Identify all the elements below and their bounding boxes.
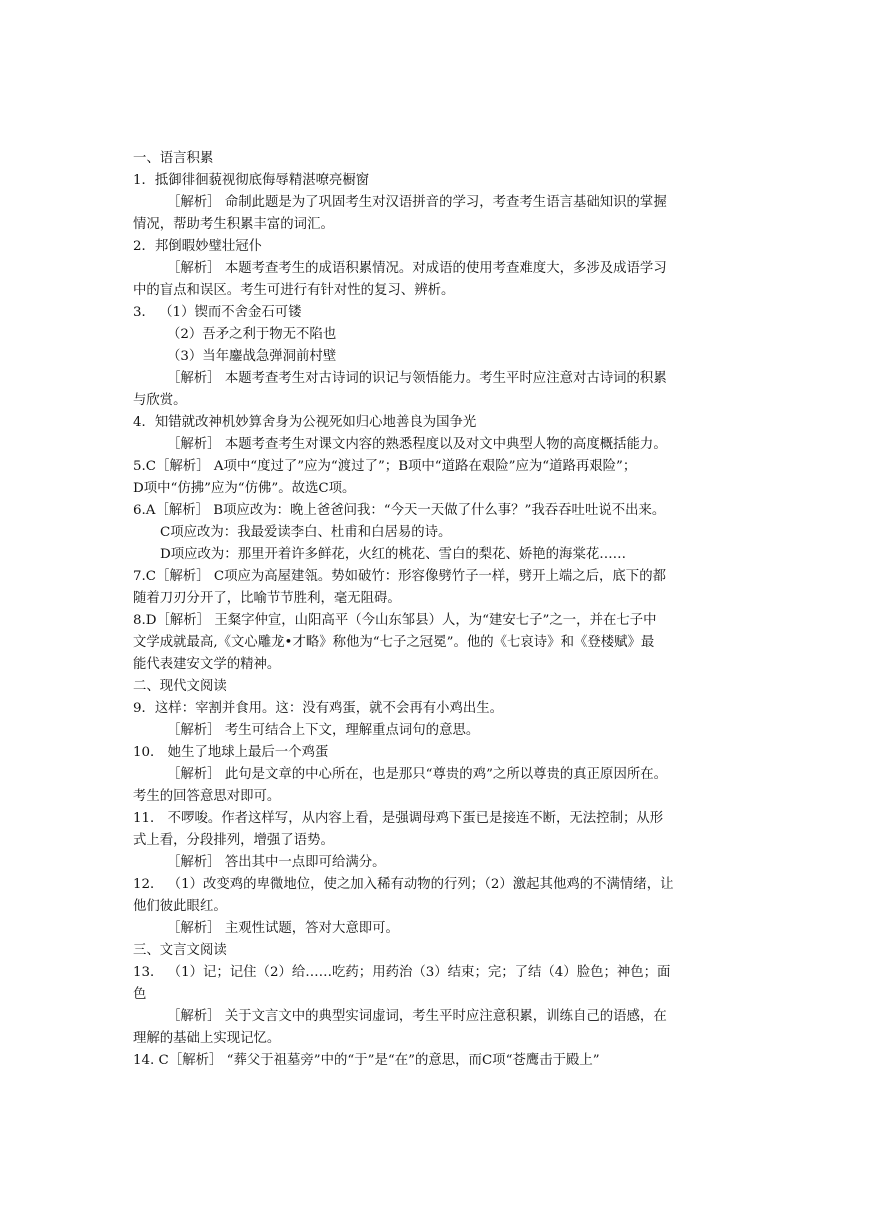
- analysis-line: ［解析］ 本题考查考生对古诗词的识记与领悟能力。考生平时应注意对古诗词的积累: [167, 371, 667, 386]
- text-line: 能代表建安文学的精神。: [133, 657, 281, 672]
- answer-subitem: C项应改为：我最爱读李白、杜甫和白居易的诗。: [160, 525, 452, 540]
- text-line: 理解的基础上实现记忆。: [133, 1031, 281, 1046]
- text-line: 色: [133, 987, 147, 1002]
- answer-line: 14. C［解析］ “葬父于祖墓旁”中的“于”是“在”的意思，而C项“苍鹰击于殿上”: [133, 1053, 600, 1068]
- text-line: 文学成就最高,《文心雕龙•才略》称他为“七子之冠冕”。他的《七哀诗》和《登楼赋》最: [133, 635, 655, 650]
- answer-line: 8.D［解析］ 王粲字仲宣，山阳高平（今山东邹县）人，为“建安七子”之一，并在七子中: [133, 613, 657, 628]
- answer-subitem: （3）当年鏖战急弹洞前村壁: [167, 349, 337, 364]
- text-line: 随着刀刃分开了，比喻节节胜利，毫无阻碍。: [133, 591, 401, 606]
- answer-line: 13． （1）记；记住（2）给……吃药；用药治（3）结束；完；了结（4）脸色；神色；面: [133, 965, 671, 980]
- answer-subitem: D项应改为：那里开着许多鲜花，火红的桃花、雪白的梨花、娇艳的海棠花……: [160, 547, 627, 562]
- answer-line: 1．抵御徘徊藐视彻底侮辱精湛嘹亮橱窗: [133, 173, 370, 188]
- section-heading: 三、文言文阅读: [133, 943, 227, 958]
- text-line: 与欣赏。: [133, 393, 187, 408]
- answer-line: 10． 她生了地球上最后一个鸡蛋: [133, 745, 329, 760]
- analysis-line: ［解析］ 考生可结合上下文，理解重点词句的意思。: [167, 723, 480, 738]
- text-line: 情况，帮助考生积累丰富的词汇。: [133, 217, 334, 232]
- answer-line: 5.C［解析］ A项中“度过了”应为“渡过了”；B项中“道路在艰险”应为“道路再艰险”；: [133, 459, 637, 474]
- answer-line: 11． 不啰唆。作者这样写，从内容上看，是强调母鸡下蛋已是接连不断，无法控制；从形: [133, 811, 664, 826]
- text-line: 考生的回答意思对即可。: [133, 789, 281, 804]
- analysis-line: ［解析］ 答出其中一点即可给满分。: [167, 855, 386, 870]
- answer-line: 6.A［解析］ B项应改为：晚上爸爸问我：“今天一天做了什么事？”我吞吞吐吐说不出来。: [133, 503, 666, 518]
- text-line: 式上看，分段排列，增强了语势。: [133, 833, 334, 848]
- answer-line: 2．邦倒暇妙璧壮冠仆: [133, 239, 263, 254]
- section-heading: 二、现代文阅读: [133, 679, 227, 694]
- answer-line: 9．这样：宰割并食用。这：没有鸡蛋，就不会再有小鸡出生。: [133, 701, 504, 716]
- text-line: D项中“仿拂”应为“仿佛”。故选C项。: [133, 481, 356, 496]
- answer-line: 4．知错就改神机妙算舍身为公视死如归心地善良为国争光: [133, 415, 477, 430]
- text-line: 中的盲点和误区。考生可进行有针对性的复习、辨析。: [133, 283, 455, 298]
- analysis-line: ［解析］ 主观性试题，答对大意即可。: [167, 921, 399, 936]
- analysis-line: ［解析］ 本题考查考生对课文内容的熟悉程度以及对文中典型人物的高度概括能力。: [167, 437, 667, 452]
- answer-subitem: （2）吾矛之利于物无不陷也: [167, 327, 337, 342]
- analysis-line: ［解析］ 本题考查考生的成语积累情况。对成语的使用考查难度大，多涉及成语学习: [167, 261, 667, 276]
- section-heading: 一、语言积累: [133, 151, 214, 166]
- answer-line: 3． （1）锲而不舍金石可镂: [133, 305, 302, 320]
- analysis-line: ［解析］ 关于文言文中的典型实词虚词，考生平时应注意积累，训练自己的语感，在: [167, 1009, 667, 1024]
- analysis-line: ［解析］ 此句是文章的中心所在，也是那只“尊贵的鸡”之所以尊贵的真正原因所在。: [167, 767, 668, 782]
- answer-line: 7.C［解析］ C项应为高屋建瓴。势如破竹：形容像劈竹子一样，劈开上端之后，底下的都: [133, 569, 666, 584]
- answer-line: 12． （1）改变鸡的卑微地位，使之加入稀有动物的行列；（2）激起其他鸡的不满情绪，让: [133, 877, 674, 892]
- text-line: 他们彼此眼红。: [133, 899, 227, 914]
- analysis-line: ［解析］ 命制此题是为了巩固考生对汉语拼音的学习，考查考生语言基础知识的掌握: [167, 195, 667, 210]
